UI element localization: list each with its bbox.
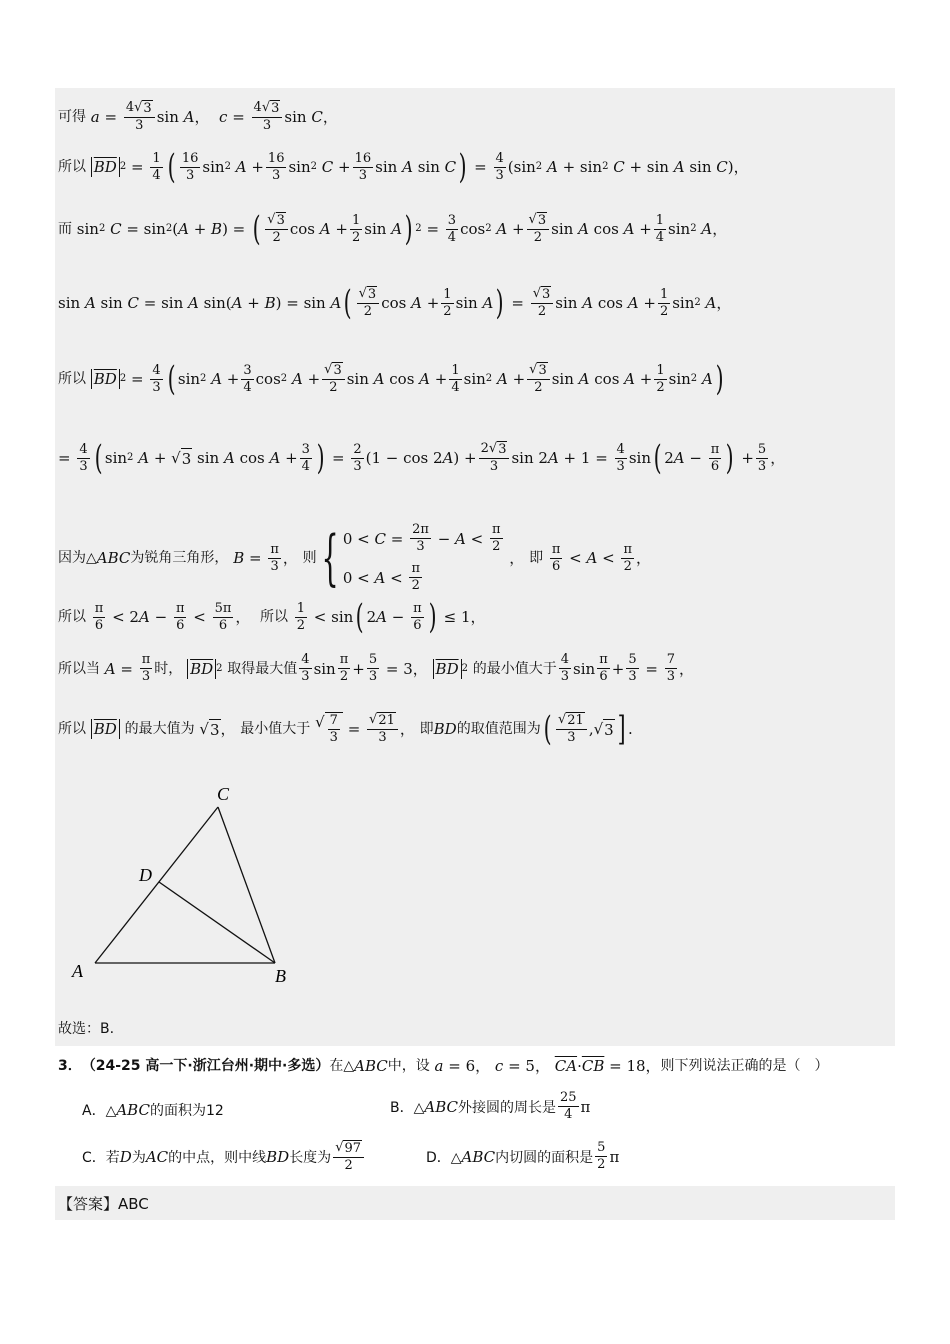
vertex-label-b: B	[275, 966, 286, 986]
answer-panel	[55, 1186, 895, 1220]
answer-text: 【答案】ABC	[58, 1195, 149, 1213]
solution-line-1: 可得 a = 4√ 3 3 sin A ， c = 4√ 3 3 sin C ，	[58, 100, 338, 133]
solution-line-7: 因为△ ABC 为锐角三角形， B = $\frac{\pi}{3}$ ， 则 { 0 < C = $\frac{2\pi}{3}$ − A < $\frac{\pi}{2}$ 0 < A < $\frac{\pi}{2}$ ， 即 $\frac{\pi}{6}$ < A < $\frac{\pi}{2}$ ，	[58, 522, 652, 593]
question-stem: 3． （24-25 高一下·浙江台州·期中·多选） 在△ ABC 中，设 a = 6， c = 5， $\overline{CA}$ · $\overline{CB}$ = 18， 则下列说法正确的是（ ）	[58, 1057, 829, 1075]
solution-line-9: 所以当 A = $\frac{\pi}{3}$ 时， $\overline{BD}$ 2 取得最大值 $\frac{4}{3}$ sin $\frac{\pi}{2}$ + $\frac{5}{3}$ = 3， $\overline{BD}$ 2 的最小值大于 $\frac{4}{3}$ sin $\frac{\pi}{6}$ + $\frac{5}{3}$ = $\frac{7}{3}$ ，	[58, 652, 695, 684]
option-a[interactable]: A．△ ABC 的面积为12	[82, 1101, 224, 1119]
side-bc	[218, 807, 275, 963]
vertex-label-d: D	[139, 865, 152, 885]
vertex-label-a: A	[72, 961, 83, 981]
solution-line-6: = $\frac{4}{3}$ ( sin 2 A + √ 3 sin A cos A + $\frac{3}{4}$ ) = $\frac{2}{3}$ (1 − cos 2 A ) + 2√ 3 3 sin 2 A + 1 = $\frac{4}{3}$ sin ( 2 A − $\frac{\pi}{6}$ ) + $\frac{5}{3}$ ，	[58, 438, 786, 478]
option-d[interactable]: D．△ ABC 内切圆的面积是 $\frac{5}{2}$ π	[426, 1140, 620, 1172]
solution-line-8: 所以 $\frac{\pi}{6}$ < 2 A − $\frac{\pi}{6}$ < $\frac{5\pi}{6}$ ， 所以 $\frac{1}{2}$ < sin ( 2 A − $\frac{\pi}{6}$ ) ≤ 1，	[58, 597, 486, 637]
triangle-figure	[60, 780, 320, 1000]
solution-line-4: sin A sin C = sin A sin( A + B ) = sin A ( √ 3 2 cos A + $\frac{1}{2}$ sin A ) = √ 3 2 sin A cos A + $\frac{1}{2}$ sin 2 A ，	[58, 283, 732, 323]
solution-line-2: 所以 $\overline{BD}$ 2 = $\frac{1}{4}$ ( $\frac{16}{3}$ sin 2 A + $\frac{16}{3}$ sin 2 C + $\frac{16}{3}$ sin A sin C ) = $\frac{4}{3}$ (sin 2 A + sin 2 C + sin A sin C )，	[58, 147, 749, 187]
conclusion-text: 故选：B.	[58, 1021, 115, 1037]
solution-line-10: 所以 $\overline{BD}$ 的最大值为 √ 3 ， 最小值大于 √ $\frac{7}{3}$ = √ 21 3 ， 即 BD 的取值范围为 ( √ 21 3 , √ 3 ] .	[58, 709, 633, 749]
solution-line-3: 而 sin 2 C = sin 2 ( A + B ) = ( √ 3 2 cos A + $\frac{1}{2}$ sin A ) 2 = $\frac{3}{4}$ cos 2 A + √ 3 2 sin A cos A + $\frac{1}{4}$ sin 2 A ，	[58, 209, 728, 249]
option-c[interactable]: C．若 D 为 AC 的中点，则中线 BD 长度为 √ 97 2	[82, 1140, 366, 1174]
solution-line-5: 所以 $\overline{BD}$ 2 = $\frac{4}{3}$ ( sin 2 A + $\frac{3}{4}$ cos 2 A + √ 3 2 sin A cos A + $\frac{1}{4}$ sin 2 A + √ 3 2 sin A cos A + $\frac{1}{2}$ sin 2 A )	[58, 359, 724, 399]
segment-bd	[159, 882, 275, 963]
side-ac	[95, 807, 218, 963]
vertex-label-c: C	[217, 784, 230, 804]
option-b[interactable]: B．△ ABC 外接圆的周长是 $\frac{25}{4}$ π	[390, 1090, 591, 1122]
